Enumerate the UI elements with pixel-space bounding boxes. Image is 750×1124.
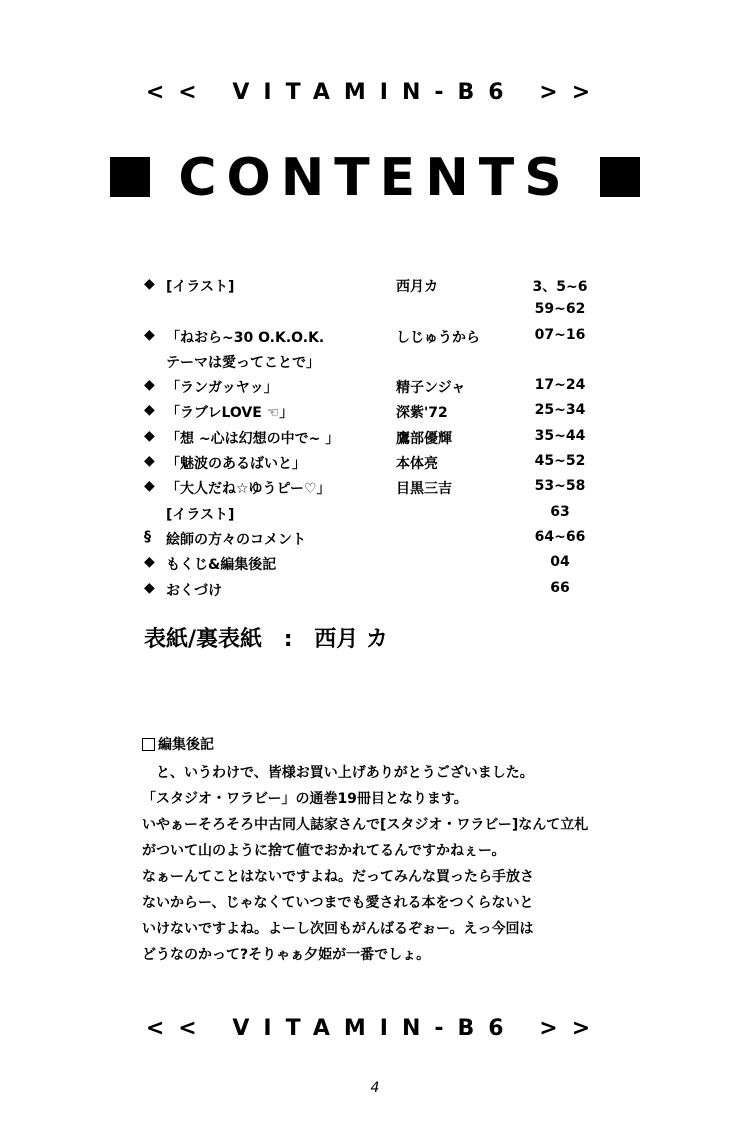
toc-bullet: ◆ <box>144 326 155 343</box>
toc-bullet: ◆ <box>144 453 155 470</box>
toc-row <box>144 580 614 605</box>
toc-bullet: ◆ <box>144 478 155 495</box>
cover-separator: : <box>283 627 293 652</box>
toc-title: 「想 ~心は幻想の中で~ 」 <box>166 430 340 447</box>
toc-pages: 04 <box>550 554 570 571</box>
notes-line: ないからー、じゃなくていつまでも愛される本をつくらないと <box>142 895 534 911</box>
toc-author: 深紫'72 <box>396 405 448 422</box>
toc-row <box>144 301 614 326</box>
notes-line: どうなのかって?そりゃぁ夕姫が一番でしょ。 <box>142 947 431 963</box>
toc-title: [イラスト] <box>166 506 235 523</box>
notes-line: いやぁーそろそろ中古同人誌家さんで[スタジオ・ワラビー]なんて立札 <box>142 817 589 833</box>
toc-title: おくづけ <box>166 582 222 599</box>
toc-pages: 64~66 <box>534 528 586 545</box>
toc-author: 西月カ <box>396 279 438 295</box>
toc-bullet: ◆ <box>144 579 155 596</box>
toc-pages: 3、5~6 <box>532 279 588 295</box>
notes-line: と、いうわけで、皆様お買い上げありがとうございました。 <box>156 765 534 781</box>
toc-title: [イラスト] <box>166 279 235 295</box>
toc-bullet: ◆ <box>144 377 155 394</box>
notes-body <box>142 760 622 968</box>
toc-bullet: § <box>144 528 151 545</box>
notes-line: いけないですよね。よーし次回もがんばるぞぉー。えっ今回は <box>142 921 534 937</box>
checkbox-icon <box>142 738 155 751</box>
notes-line: 「スタジオ・ワラビー」の通巻19冊目となります。 <box>142 791 468 807</box>
page-title <box>0 148 750 208</box>
notes-heading <box>142 734 622 754</box>
editor-notes <box>142 734 622 968</box>
toc-author: しじゅうから <box>396 329 480 346</box>
cover-label: 表紙/裏表紙 <box>144 627 263 652</box>
square-icon <box>600 157 640 197</box>
toc-pages: 25~34 <box>534 402 586 419</box>
cover-artist: 西月 カ <box>314 627 388 652</box>
toc-row <box>144 554 614 579</box>
toc-bullet: ◆ <box>144 554 155 571</box>
cover-credit <box>144 622 402 653</box>
toc-title: 絵師の方々のコメント <box>166 531 306 548</box>
toc-row <box>144 478 614 503</box>
toc-pages: 63 <box>550 503 570 520</box>
toc-title: 「ランガッヤッ」 <box>166 380 278 397</box>
toc-row <box>144 453 614 478</box>
toc-row <box>144 276 614 301</box>
banner-bottom: << VITAMIN-B6 >> <box>145 1016 605 1041</box>
toc-pages: 59~62 <box>534 301 586 318</box>
toc-bullet: ◆ <box>144 402 155 419</box>
toc-pages: 35~44 <box>534 427 586 444</box>
title-text: CONTENTS <box>178 148 572 208</box>
toc-row <box>144 327 614 352</box>
square-icon <box>110 157 150 197</box>
toc-title: 「魅波のあるばいと」 <box>166 456 306 473</box>
toc-pages: 07~16 <box>534 326 586 343</box>
toc-author: 目黒三吉 <box>396 481 452 498</box>
toc-title: テーマは愛ってことで」 <box>166 354 320 371</box>
toc-author: 精子ンジャ <box>396 380 466 397</box>
toc-title: 「ラブレLOVE ☜」 <box>166 405 294 422</box>
notes-line: がついて山のように捨て値でおかれてるんですかねぇー。 <box>142 843 506 859</box>
toc-pages: 17~24 <box>534 377 586 394</box>
toc-pages: 53~58 <box>534 478 586 495</box>
toc-title: 「ねおら~30 O.K.O.K. <box>166 329 325 346</box>
notes-heading-text: 編集後記 <box>158 737 214 753</box>
toc-title: 「大人だね☆ゆうピー♡」 <box>166 481 331 498</box>
toc-bullet: ◆ <box>144 276 155 292</box>
notes-line: なぁーんてことはないですよね。だってみんな買ったら手放さ <box>142 869 534 885</box>
toc-title: もくじ&編集後記 <box>166 557 277 574</box>
toc-author: 本体亮 <box>396 456 438 473</box>
toc-row <box>144 352 614 377</box>
toc-row <box>144 504 614 529</box>
toc-author: 鷹部優輝 <box>396 430 452 447</box>
toc-pages: 45~52 <box>534 453 586 470</box>
toc-row <box>144 377 614 402</box>
toc-row <box>144 529 614 554</box>
toc-bullet: ◆ <box>144 427 155 444</box>
toc-row <box>144 402 614 427</box>
page-number: 4 <box>370 1080 380 1096</box>
table-of-contents <box>144 276 614 605</box>
banner-top: << VITAMIN-B6 >> <box>145 80 605 105</box>
toc-pages: 66 <box>550 579 570 596</box>
toc-row <box>144 428 614 453</box>
